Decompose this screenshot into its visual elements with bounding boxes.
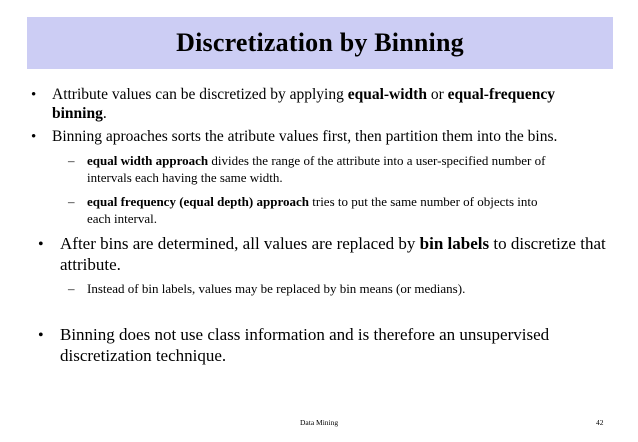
bullet-4-line-2: discretization technique. xyxy=(60,346,227,365)
bullet-1-line-2 xyxy=(52,104,107,123)
bullet-3-text-b: to discretize that xyxy=(489,234,606,253)
bullet-3-text-a: After bins are determined, all values are replaced by xyxy=(60,234,420,253)
bullet-3-marker: • xyxy=(38,236,44,253)
sub-1-dash: – xyxy=(68,153,75,168)
sub-1-text: divides the range of the attribute into a user-specified number of xyxy=(208,153,546,168)
bullet-4-line-1: Binning does not use class information and is therefore an unsupervised xyxy=(60,325,550,344)
slide-title: Discretization by Binning xyxy=(176,28,464,57)
sub-2-line-1 xyxy=(87,194,617,210)
bullet-3-line-1 xyxy=(60,233,620,254)
sub-2-dash: – xyxy=(68,194,75,209)
bullet-3-bold: bin labels xyxy=(419,234,490,253)
bullet-1-line-1 xyxy=(52,85,622,104)
sub-2-text: tries to put the same number of objects into xyxy=(309,194,538,209)
bullet-2-marker: • xyxy=(31,129,37,145)
sub-2-line-2: each interval. xyxy=(87,211,158,226)
bullet-1-marker: • xyxy=(31,87,37,103)
bullet-1-bold-a: equal-width xyxy=(347,86,427,103)
bullet-1-bold-c: binning xyxy=(52,105,103,122)
sub-3-text: Instead of bin labels, values may be replaced by bin means (or medians). xyxy=(87,281,466,296)
sub-1-line-2: intervals each having the same width. xyxy=(87,170,283,185)
footer-title: Data Mining xyxy=(300,418,339,427)
bullet-3-line-2: attribute. xyxy=(60,255,121,274)
sub-1-line-1 xyxy=(87,153,617,169)
bullet-2-text: Binning aproaches sorts the atribute values first, then partition them into the bins. xyxy=(52,128,558,145)
sub-2-bold: equal frequency (equal depth) approach xyxy=(87,194,309,209)
bullet-1-bold-b: equal-frequency xyxy=(447,86,555,103)
sub-3-dash: – xyxy=(68,281,75,296)
page-number: 42 xyxy=(596,418,604,427)
bullet-1-text-c: . xyxy=(102,105,107,122)
sub-1-bold: equal width approach xyxy=(87,153,209,168)
bullet-4-marker: • xyxy=(38,327,44,344)
bullet-1-text-b: or xyxy=(426,86,448,103)
bullet-1-text-a: Attribute values can be discretized by applying xyxy=(52,86,348,103)
